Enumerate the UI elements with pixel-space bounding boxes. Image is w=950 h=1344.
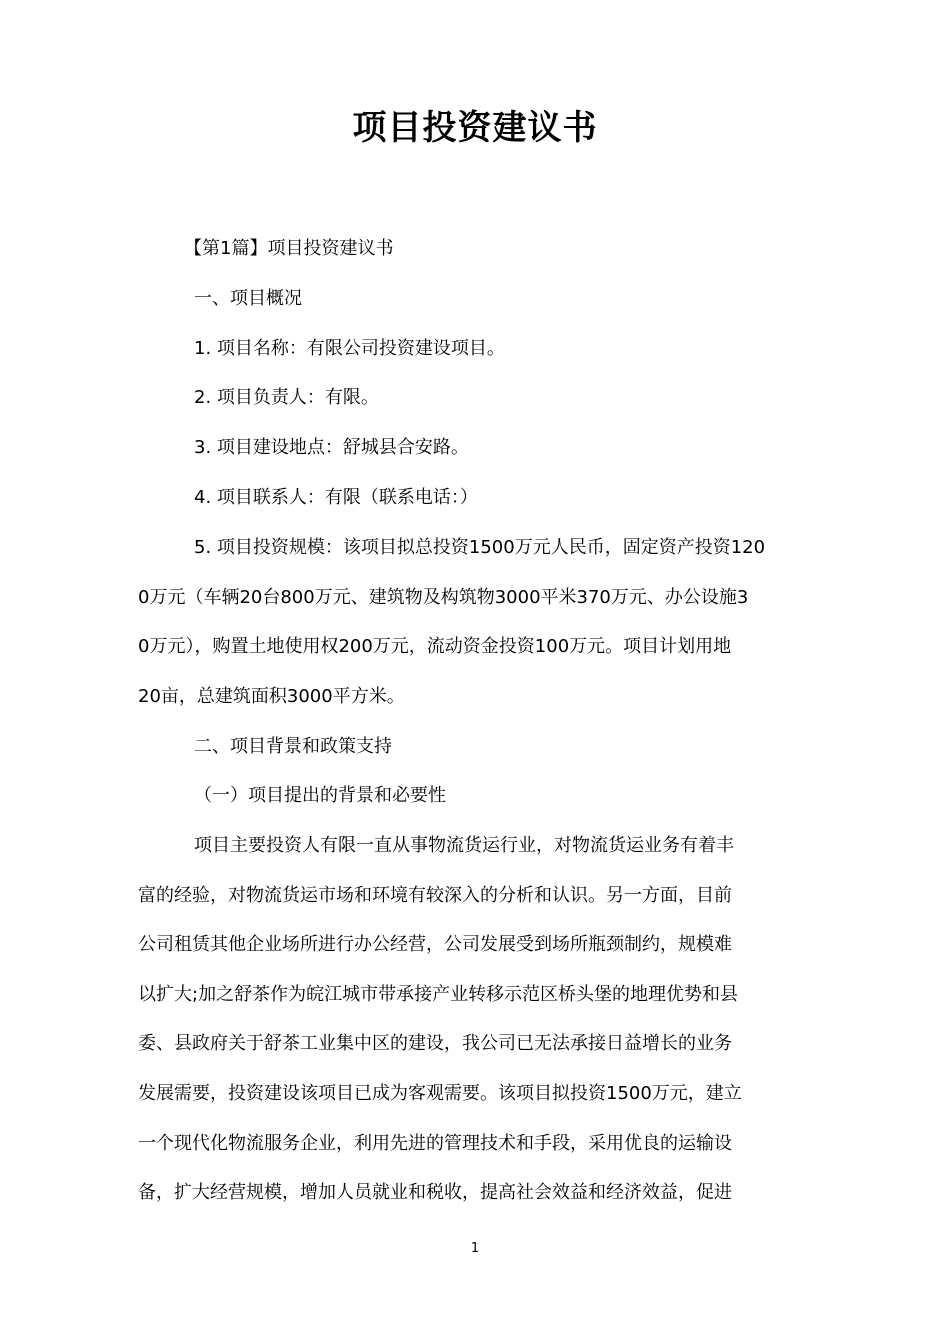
overview-item-scale-line: 20亩，总建筑面积3000平方米。 [138, 686, 405, 707]
background-paragraph-line: 以扩大;加之舒茶作为皖江城市带承接产业转移示范区桥头堡的地理优势和县 [138, 984, 739, 1005]
background-paragraph-line: 委、县政府关于舒茶工业集中区的建设，我公司已无法承接日益增长的业务 [138, 1033, 732, 1054]
overview-item-scale-line: 0万元），购置土地使用权200万元，流动资金投资100万元。项目计划用地 [138, 636, 732, 657]
section-heading: 二、项目背景和政策支持 [194, 736, 392, 757]
background-paragraph-line: 发展需要，投资建设该项目已成为客观需要。该项目拟投资1500万元，建立 [138, 1083, 742, 1104]
background-paragraph-line: 富的经验，对物流货运市场和环境有较深入的分析和认识。另一方面，目前 [138, 885, 732, 906]
background-paragraph-line: 备，扩大经营规模，增加人员就业和税收，提高社会效益和经济效益，促进 [138, 1182, 732, 1203]
section-heading: 一、项目概况 [194, 288, 302, 309]
background-paragraph-line: 公司租赁其他企业场所进行办公经营，公司发展受到场所瓶颈制约，规模难 [138, 934, 732, 955]
subsection-heading: （一）项目提出的背景和必要性 [194, 785, 446, 806]
overview-item-scale-line: 0万元（车辆20台800万元、建筑物及构筑物3000平米370万元、办公设施3 [138, 587, 749, 608]
background-paragraph-line: 一个现代化物流服务企业，利用先进的管理技术和手段，采用优良的运输设 [138, 1133, 732, 1154]
document-title: 项目投资建议书 [352, 108, 598, 148]
overview-item-contact: 4. 项目联系人：有限（联系电话：） [194, 487, 478, 508]
background-paragraph-line: 项目主要投资人有限一直从事物流货运行业，对物流货运业务有着丰 [194, 835, 734, 856]
article-heading: 【第1篇】项目投资建议书 [184, 238, 394, 259]
overview-item-scale-line: 5. 项目投资规模：该项目拟总投资1500万元人民币，固定资产投资120 [194, 537, 766, 558]
overview-item-owner: 2. 项目负责人：有限。 [194, 387, 379, 408]
overview-item-location: 3. 项目建设地点：舒城县合安路。 [194, 437, 469, 458]
page-number: 1 [470, 1241, 480, 1256]
overview-item-name: 1. 项目名称：有限公司投资建设项目。 [194, 338, 505, 359]
